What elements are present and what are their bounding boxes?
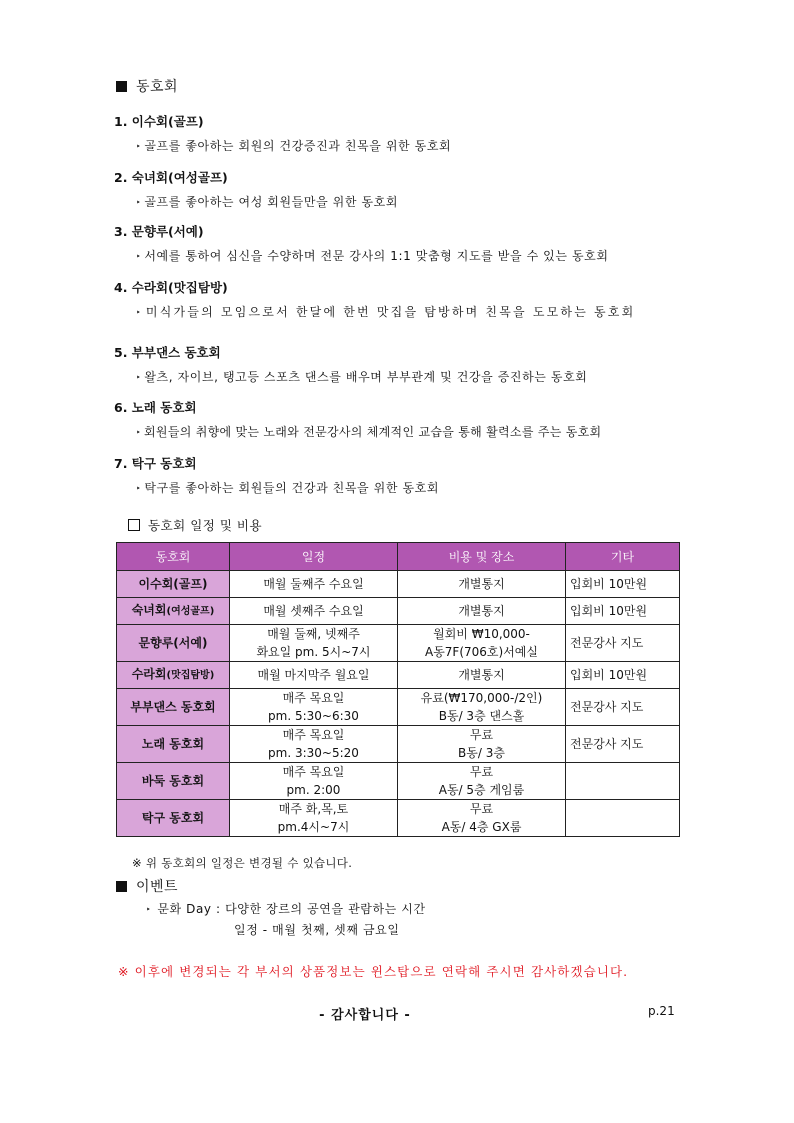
- club-name-cell: 탁구 동호회: [117, 800, 230, 837]
- club-desc-text: 탁구를 좋아하는 회원들의 건강과 친목을 위한 동호회: [144, 481, 440, 495]
- club-item: [114, 278, 680, 320]
- schedule-note: ※ 위 동호회의 일정은 변경될 수 있습니다.: [132, 856, 353, 870]
- table-row: [117, 763, 680, 800]
- club-desc-text: 골프를 좋아하는 여성 회원들만을 위한 동호회: [144, 195, 399, 209]
- etc-cell: 전문강사 지도: [566, 625, 680, 662]
- club-item: [114, 398, 680, 440]
- club-desc: [136, 423, 680, 440]
- table-header-row: [117, 543, 680, 571]
- event-heading-text: 이벤트: [136, 879, 179, 895]
- event-line-2: 일정 - 매월 첫째, 셋째 금요일: [234, 923, 400, 937]
- club-name-cell: 바둑 동호회: [117, 763, 230, 800]
- club-title: 7. 탁구 동호회: [114, 456, 197, 471]
- cost-cell: 무료 A동/ 4층 GX룸: [398, 800, 566, 837]
- club-item: [114, 454, 680, 496]
- etc-cell: 전문강사 지도: [566, 726, 680, 763]
- club-title: 1. 이수회(골프): [114, 114, 204, 129]
- table-row: [117, 662, 680, 689]
- schedule-cell: 매월 마지막주 월요일: [230, 662, 398, 689]
- clubs-heading-text: 동호회: [136, 79, 179, 95]
- etc-cell: 입회비 10만원: [566, 598, 680, 625]
- column-header: 일정: [230, 543, 398, 571]
- club-name-cell: 수라회(맛집탐방): [117, 662, 230, 689]
- schedule-cell: 매월 셋째주 수요일: [230, 598, 398, 625]
- club-desc: [136, 479, 680, 496]
- club-name-cell: 문향루(서예): [117, 625, 230, 662]
- club-title: 4. 수라회(맛집탐방): [114, 280, 228, 295]
- club-name-cell: 이수회(골프): [117, 571, 230, 598]
- clubs-section-heading: [116, 76, 178, 96]
- schedule-cell: 매주 목요일 pm. 2:00: [230, 763, 398, 800]
- club-name-cell: 부부댄스 동호회: [117, 689, 230, 726]
- triangle-bullet-icon: ‣: [136, 308, 143, 317]
- schedule-table: [116, 542, 680, 837]
- club-desc: [136, 137, 680, 154]
- schedule-cell: 매월 둘째, 넷째주 화요일 pm. 5시~7시: [230, 625, 398, 662]
- club-desc-text: 골프를 좋아하는 회원의 건강증진과 친목을 위한 동호회: [144, 139, 452, 153]
- schedule-cell: 매주 목요일 pm. 5:30~6:30: [230, 689, 398, 726]
- column-header: 동호회: [117, 543, 230, 571]
- triangle-bullet-icon: ‣: [136, 373, 142, 382]
- schedule-cell: 매월 둘째주 수요일: [230, 571, 398, 598]
- schedule-heading: [128, 516, 262, 534]
- table-row: [117, 726, 680, 763]
- square-bullet-icon: [116, 881, 127, 892]
- club-item: [114, 112, 680, 154]
- club-desc: [136, 368, 680, 385]
- club-desc: [136, 303, 680, 320]
- club-desc-text: 회원들의 취향에 맞는 노래와 전문강사의 체계적인 교습을 통해 활력소를 주는 동호회: [144, 425, 602, 439]
- etc-cell: 입회비 10만원: [566, 662, 680, 689]
- table-row: [117, 598, 680, 625]
- triangle-bullet-icon: ‣: [136, 428, 142, 437]
- cost-cell: 유료(₩170,000-/2인) B동/ 3층 댄스홀: [398, 689, 566, 726]
- event-section-heading: [116, 876, 178, 896]
- triangle-bullet-icon: ‣: [146, 905, 152, 914]
- triangle-bullet-icon: ‣: [136, 484, 142, 493]
- club-name-cell: 숙녀회(여성골프): [117, 598, 230, 625]
- club-title: 3. 문향루(서예): [114, 224, 204, 239]
- club-desc-text: 서예를 통하여 심신을 수양하며 전문 강사의 1:1 맞춤형 지도를 받을 수 있는 동호회: [144, 249, 609, 263]
- square-bullet-icon: [116, 81, 127, 92]
- triangle-bullet-icon: ‣: [136, 198, 142, 207]
- table-row: [117, 625, 680, 662]
- page-number: p.21: [648, 1004, 675, 1018]
- cost-cell: 무료 A동/ 5층 게임룸: [398, 763, 566, 800]
- club-title: 5. 부부댄스 동호회: [114, 345, 221, 360]
- thanks-text: - 감사합니다 -: [319, 1008, 411, 1023]
- event-line-1: [146, 900, 426, 917]
- cost-cell: 개별통지: [398, 662, 566, 689]
- triangle-bullet-icon: ‣: [136, 142, 142, 151]
- club-desc-text: 미식가들의 모임으로서 한달에 한번 맛집을 탐방하며 친목을 도모하는 동호회: [145, 305, 636, 319]
- cost-cell: 개별통지: [398, 571, 566, 598]
- cost-cell: 개별통지: [398, 598, 566, 625]
- schedule-cell: 매주 목요일 pm. 3:30~5:20: [230, 726, 398, 763]
- column-header: 기타: [566, 543, 680, 571]
- etc-cell: [566, 800, 680, 837]
- club-title: 2. 숙녀회(여성골프): [114, 170, 228, 185]
- column-header: 비용 및 장소: [398, 543, 566, 571]
- etc-cell: 전문강사 지도: [566, 689, 680, 726]
- club-item: [114, 168, 680, 210]
- event-line-1-text: 문화 Day : 다양한 장르의 공연을 관람하는 시간: [157, 902, 426, 916]
- triangle-bullet-icon: ‣: [136, 252, 142, 261]
- club-desc: [136, 247, 680, 264]
- club-item: [114, 222, 680, 264]
- schedule-heading-text: 동호회 일정 및 비용: [148, 518, 263, 533]
- club-desc-text: 왈츠, 자이브, 탱고등 스포츠 댄스를 배우며 부부관계 및 건강을 증진하는 동호회: [144, 370, 588, 384]
- change-notice: ※ 이후에 변경되는 각 부서의 상품정보는 윈스탑으로 연락해 주시면 감사하겠습니다.: [118, 964, 629, 979]
- table-row: [117, 800, 680, 837]
- club-desc: [136, 193, 680, 210]
- checkbox-square-icon: [128, 519, 140, 531]
- table-row: [117, 689, 680, 726]
- schedule-cell: 매주 화,목,토 pm.4시~7시: [230, 800, 398, 837]
- club-item: [114, 343, 680, 385]
- etc-cell: 입회비 10만원: [566, 571, 680, 598]
- etc-cell: [566, 763, 680, 800]
- club-title: 6. 노래 동호회: [114, 400, 197, 415]
- cost-cell: 월회비 ₩10,000- A동7F(706호)서예실: [398, 625, 566, 662]
- cost-cell: 무료 B동/ 3층: [398, 726, 566, 763]
- table-row: [117, 571, 680, 598]
- club-name-cell: 노래 동호회: [117, 726, 230, 763]
